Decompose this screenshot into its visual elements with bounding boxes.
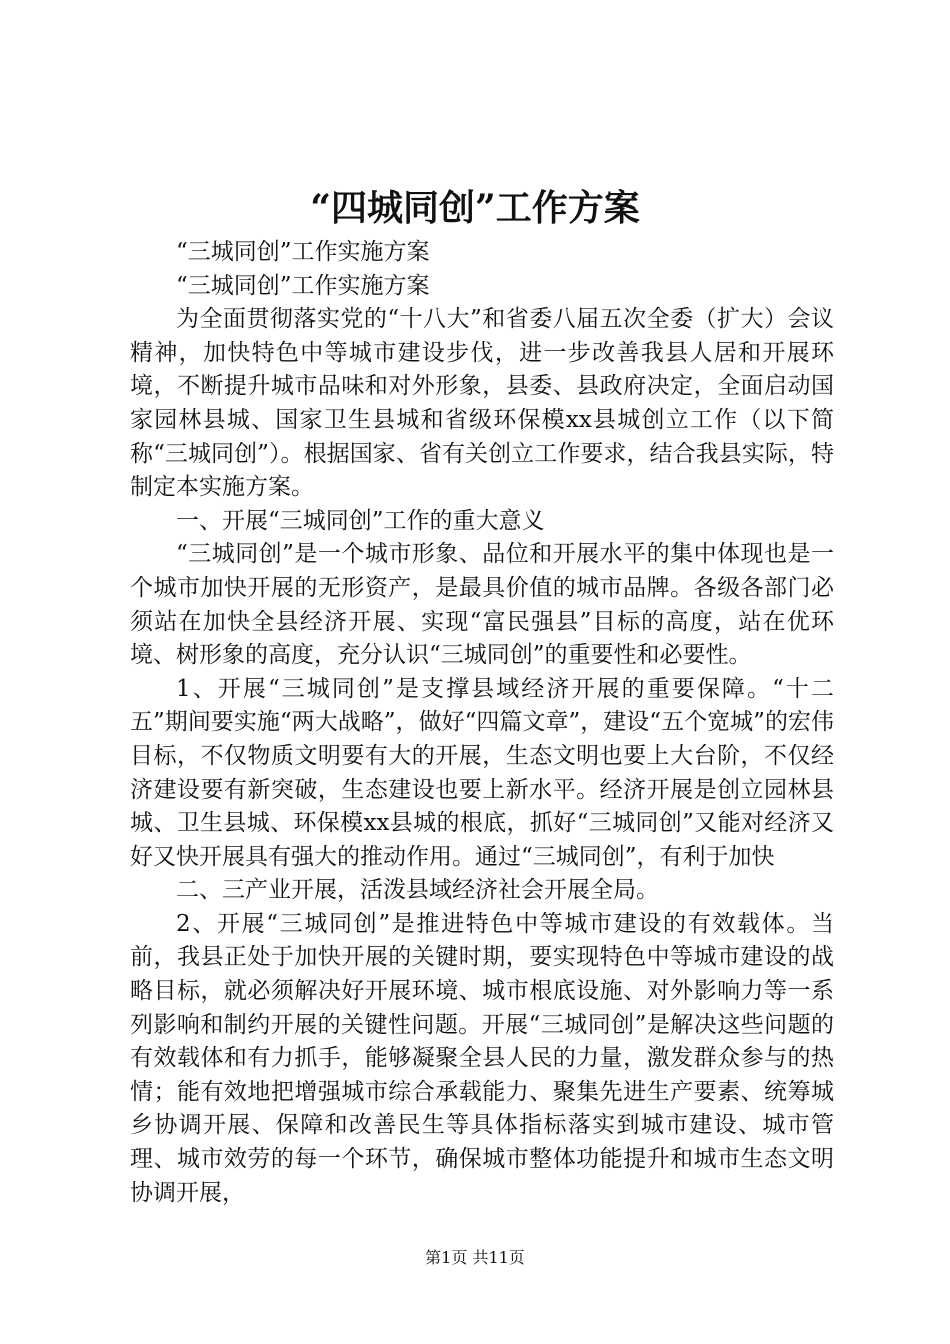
body-paragraph: 2、开展“三城同创”是推进特色中等城市建设的有效载体。当前，我县正处于加快开展的关键时期，要实现特色中等城市建设的战略目标，就必须解决好开展环境、城市根底设施、对外影响力等一系列影响和制约开展的关键性问题。开展“三城同创”是解决这些问题的有效载体和有力抓手，能够凝聚全县人民的力量，激发群众参与的热情；能有效地把增强城市综合承载能力、聚集先进生产要素、统筹城乡协调开展、保障和改善民生等具体指标落实到城市建设、城市管理、城市效劳的每一个环节，确保城市整体功能提升和城市生态文明协调开展， xyxy=(130,910,834,1206)
section-heading: 一、开展“三城同创”工作的重大意义 xyxy=(176,507,545,534)
body-paragraph: “三城同创”是一个城市形象、品位和开展水平的集中体现也是一个城市加快开展的无形资产，是最具价值的城市品牌。各级各部门必须站在加快全县经济开展、实现“富民强县”目标的高度，站在优环境、树形象的高度，充分认识“三城同创”的重要性和必要性。 xyxy=(130,541,834,669)
document-body xyxy=(130,236,834,1210)
document-title: “四城同创”工作方案 xyxy=(310,187,640,229)
body-paragraph: 二、三产业开展，活泼县域经济社会开展全局。 xyxy=(176,877,659,904)
body-paragraph: 为全面贯彻落实党的“十八大”和省委八届五次全委（扩大）会议精神，加快特色中等城市建设步伐，进一步改善我县人居和开展环境，不断提升城市品味和对外形象，县委、县政府决定，全面启动国家园林县城、国家卫生县城和省级环保模xx县城创立工作（以下简称“三城同创”）。根据国家、省有关创立工作要求，结合我县实际，特制定本实施方案。 xyxy=(130,306,834,501)
body-paragraph: 1、开展“三城同创”是支撑县域经济开展的重要保障。“十二五”期间要实施“两大战略”，做好“四篇文章”，建设“五个宽城”的宏伟目标，不仅物质文明要有大的开展，生态文明也要上大台阶，不仅经济建设要有新突破，生态建设也要上新水平。经济开展是创立园林县城、卫生县城、环保模xx县城的根底，抓好“三城同创”又能对经济又好又快开展具有强大的推动作用。通过“三城同创”，有利于加快 xyxy=(130,675,834,870)
subtitle-line: “三城同创”工作实施方案 xyxy=(176,239,430,265)
page-number-footer: 第1页 共11页 xyxy=(425,1248,525,1267)
subtitle-line: “三城同创”工作实施方案 xyxy=(176,272,430,299)
